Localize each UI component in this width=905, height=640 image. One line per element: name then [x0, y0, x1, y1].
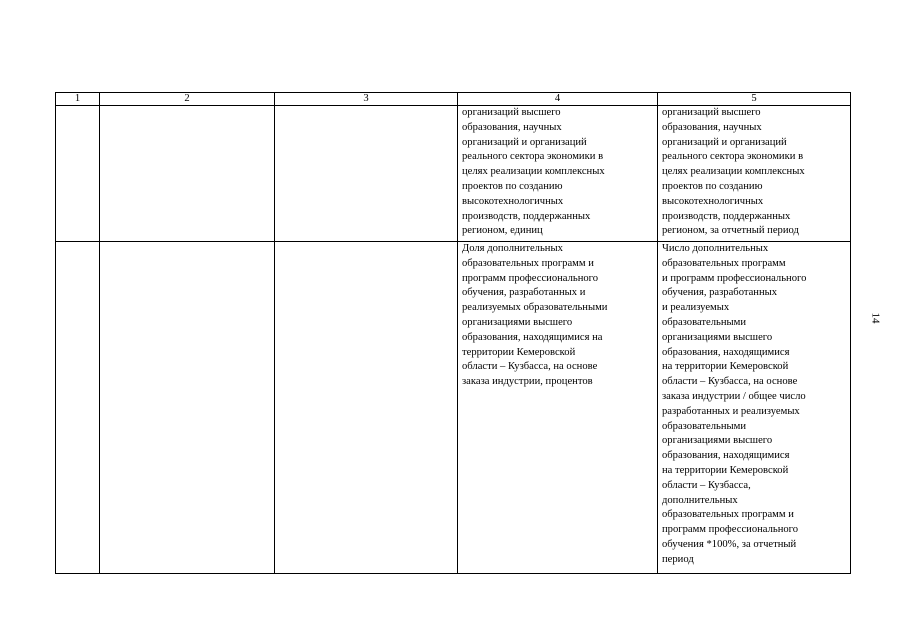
- table-cell-col2: [100, 242, 275, 574]
- table-cell-col1: [56, 106, 100, 242]
- column-header-1: 1: [56, 93, 100, 106]
- table-header-row: [56, 93, 851, 106]
- column-header-2: 2: [100, 93, 275, 106]
- calculation-method-text: Число дополнительных образовательных программ и программ профессионального обучения, разработанных и реализуемых образовательными организациями высшего образования, находящимися на территории Кемеровской области – Кузбасса, на основе заказа индустрии / общее число разработанных и реализуемых образовательными организациями высшего образования, находящимися на территории Кемеровской области – Кузбасса, дополнительных образовательных программ и программ профессионального обучения *100%, за отчетный период: [662, 243, 807, 565]
- column-header-5: 5: [658, 93, 851, 106]
- indicator-name-text: организаций высшего образования, научных организаций и организаций реального сектора экономики в целях реализации комплексных проектов по созданию высокотехнологичных производств, поддержанных регионом, единиц: [462, 107, 605, 237]
- column-header-3: 3: [275, 93, 458, 106]
- table-cell-col4: [458, 106, 658, 242]
- column-header-4: 4: [458, 93, 658, 106]
- calculation-method-text: организаций высшего образования, научных организаций и организаций реального сектора экономики в целях реализации комплексных проектов по созданию высокотехнологичных производств, поддержанных регионом, за отчетный период: [662, 107, 805, 237]
- table-cell-col1: [56, 242, 100, 574]
- table-cell-col3: [275, 242, 458, 574]
- table-cell-col4: [458, 242, 658, 574]
- table-row: [56, 106, 851, 242]
- table-cell-col5: [658, 106, 851, 242]
- indicators-table: [55, 92, 851, 574]
- table-cell-col2: [100, 106, 275, 242]
- table-row: [56, 242, 851, 574]
- table-cell-col3: [275, 106, 458, 242]
- page-number: 14: [869, 312, 882, 324]
- indicator-name-text: Доля дополнительных образовательных программ и программ профессионального обучения, разработанных и реализуемых образовательными организациями высшего образования, находящимися на территории Кемеровской области – Кузбасса, на основе заказа индустрии, процентов: [462, 243, 608, 388]
- table-cell-col5: [658, 242, 851, 574]
